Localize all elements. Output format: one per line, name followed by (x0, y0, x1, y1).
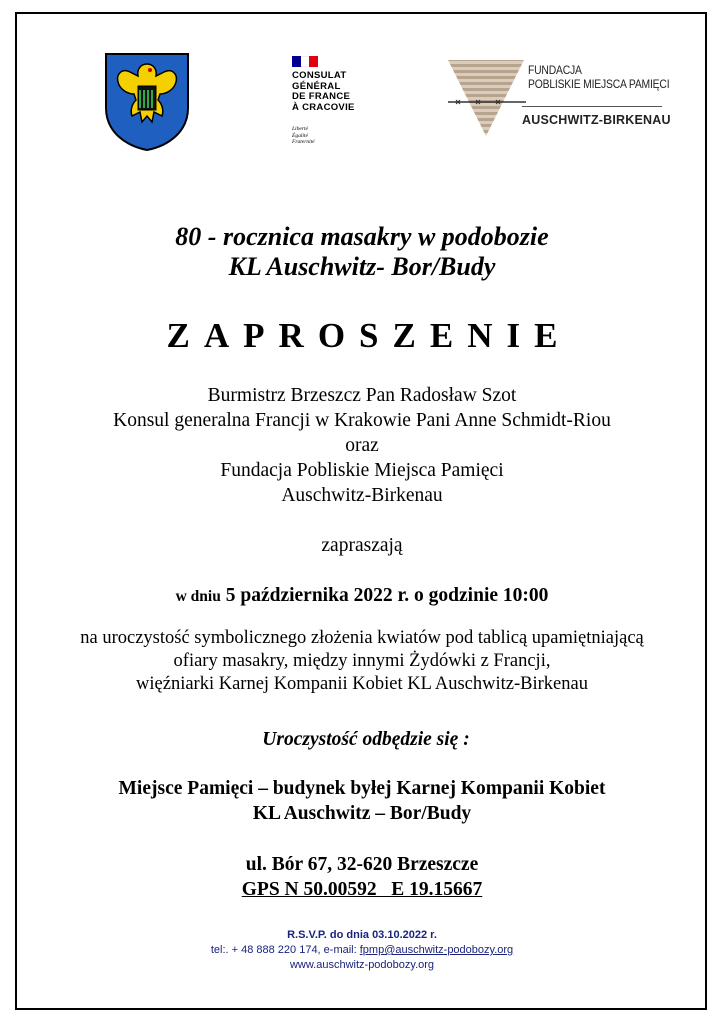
venue-line1: Miejsce Pamięci – budynek byłej Karnej Kompanii Kobiet (118, 778, 606, 799)
hosts-block (0, 383, 724, 508)
fundacja-emblem-icon (446, 58, 526, 138)
consulat-name: CONSULAT GÉNÉRAL DE FRANCE À CRACOVIE (292, 70, 355, 113)
fundacja-name (528, 64, 669, 92)
fundacja-name-line1: FUNDACJA (528, 65, 582, 77)
venue-label: Uroczystość odbędzie się : (262, 729, 470, 750)
venue-block (0, 776, 724, 826)
coat-of-arms-logo (102, 50, 192, 152)
rsvp-line: R.S.V.P. do dnia 03.10.2022 r. (287, 929, 437, 941)
event-title (0, 222, 724, 282)
fundacja-subtitle: AUSCHWITZ-BIRKENAU (522, 113, 671, 127)
rsvp-contact (0, 943, 724, 957)
host-consul: Konsul generalna Francji w Krakowie Pani Anne Schmidt-Riou (113, 410, 611, 431)
hosts-conjunction: oraz (345, 435, 379, 456)
venue-line2: KL Auschwitz – Bor/Budy (252, 803, 472, 824)
event-date (0, 585, 724, 607)
purpose-line3: więźniarki Karnej Kompanii Kobiet KL Auschwitz-Birkenau (136, 674, 588, 694)
date-prefix: w dniu (175, 588, 221, 605)
invite-verb: zapraszają (321, 535, 403, 556)
date-value: 5 października 2022 r. o godzinie 10:00 (225, 585, 549, 606)
event-title-line1: 80 - rocznica masakry w podobozie (175, 222, 549, 251)
consulat-logo (292, 56, 392, 148)
address: ul. Bór 67, 32-620 Brzeszcze (245, 854, 479, 875)
event-title-line2: KL Auschwitz- Bor/Budy (228, 252, 496, 281)
fundacja-name-line2: POBLISKIE MIEJSCA PAMIĘCI (528, 79, 670, 91)
purpose-line2: ofiary masakry, między innymi Żydówki z Francji, (173, 651, 551, 671)
website-link[interactable]: www.auschwitz-podobozy.org (289, 959, 435, 971)
fundacja-logo (446, 58, 676, 138)
purpose-block (0, 627, 724, 696)
gps-coordinates (0, 877, 724, 902)
gps-value: GPS N 50.00592 E 19.15667 (241, 879, 483, 900)
fundacja-divider (522, 106, 662, 107)
rsvp-phone: tel:. + 48 888 220 174, e-mail: (210, 944, 360, 956)
invitation-heading: ZAPROSZENIE (166, 316, 572, 355)
host-foundation: Fundacja Pobliskie Miejsca Pamięci (220, 460, 504, 481)
rsvp-email-link[interactable]: fpmp@auschwitz-podobozy.org (359, 944, 514, 956)
purpose-line1: na uroczystość symbolicznego złożenia kwiatów pod tablicą upamiętniającą (80, 628, 644, 648)
host-foundation-line2: Auschwitz-Birkenau (281, 485, 443, 506)
host-mayor: Burmistrz Brzeszcz Pan Radosław Szot (207, 385, 517, 406)
consulat-motto: Liberté Égalité Fraternité (292, 126, 315, 145)
french-flag-icon (292, 56, 318, 67)
